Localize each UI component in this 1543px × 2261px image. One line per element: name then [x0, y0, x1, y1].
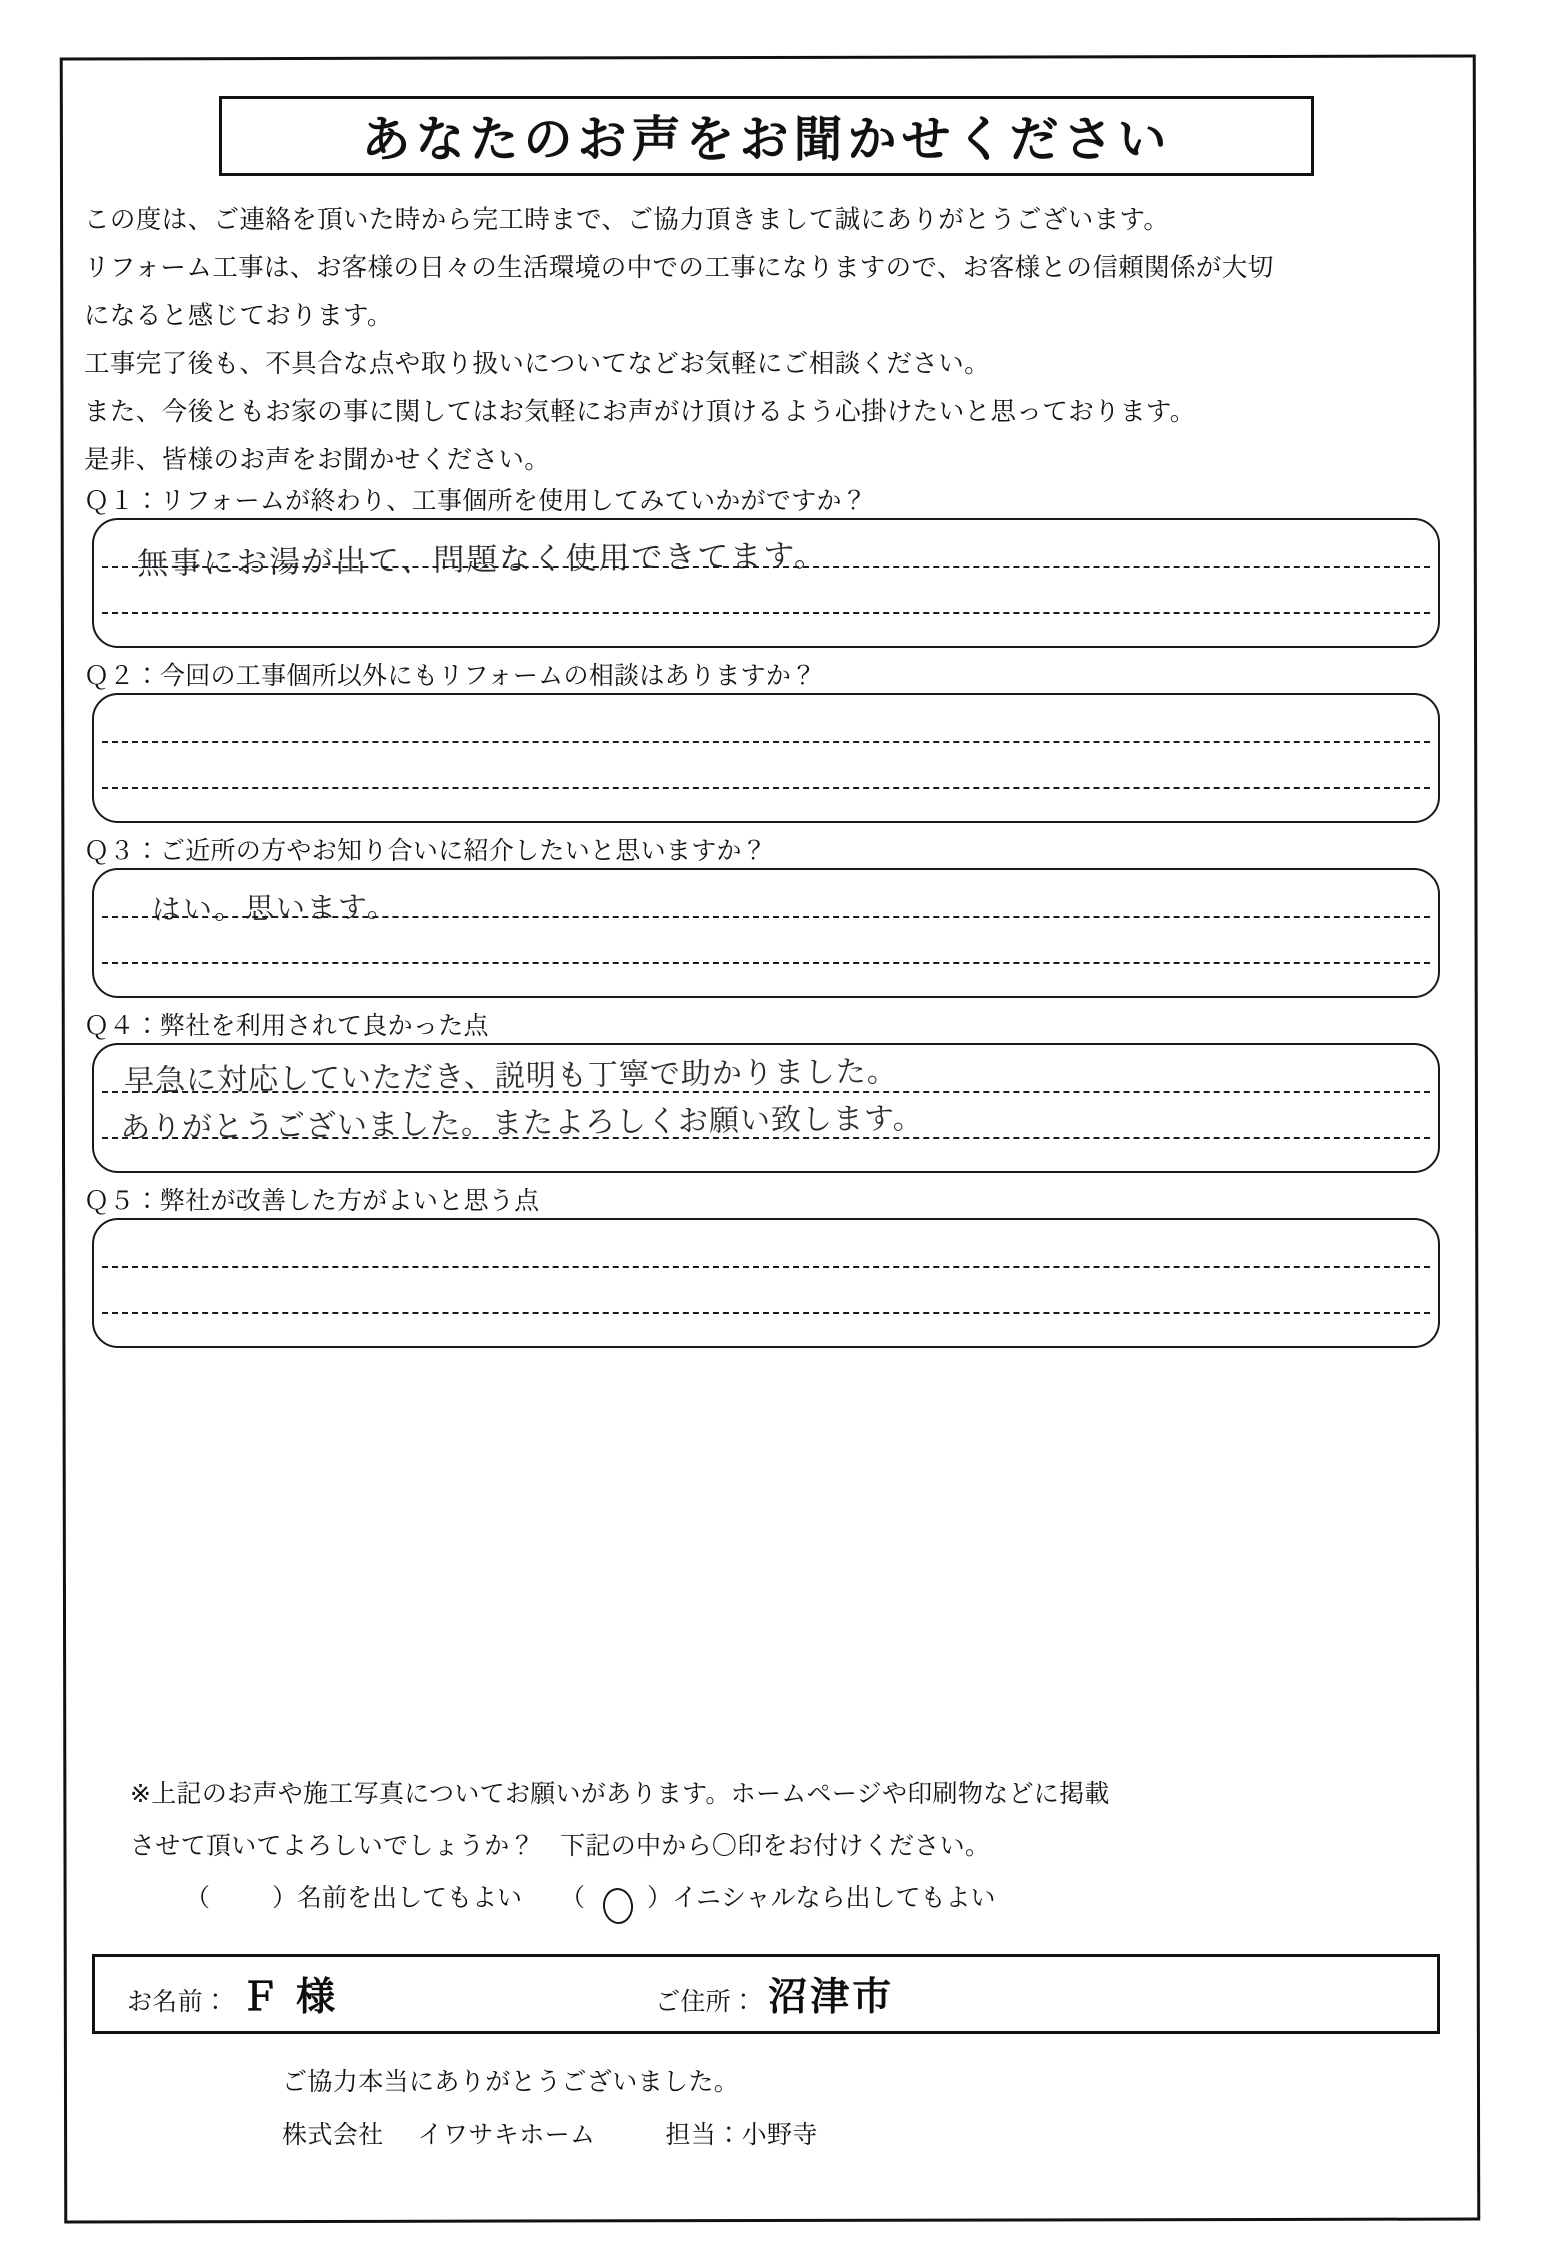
question-label-q2: Ｑ２：今回の工事個所以外にもリフォームの相談はありますか？	[84, 662, 817, 690]
footer-company-name: イワサキホーム	[417, 2121, 596, 2149]
close-paren: ）	[647, 1884, 673, 1912]
footer-thanks: ご協力本当にありがとうございました。	[282, 2068, 740, 2096]
intro-line-6: 是非、皆様のお声をお聞かせください。	[84, 446, 551, 474]
circle-mark-icon	[601, 1887, 635, 1926]
consent-option-name[interactable]	[185, 1878, 522, 1914]
answer-box-q2[interactable]	[92, 693, 1440, 823]
question-label-q4: Ｑ４：弊社を利用されて良かった点	[84, 1012, 489, 1040]
customer-address-label: ご住所：	[655, 1988, 757, 2016]
consent-option-initial[interactable]	[560, 1878, 996, 1914]
intro-line-3: になると感じております。	[84, 302, 393, 330]
open-paren: （	[560, 1884, 586, 1912]
footer-block	[282, 2056, 1432, 2162]
answer-box-q5[interactable]	[92, 1218, 1440, 1348]
intro-line-5: また、今後ともお家の事に関してはお気軽にお声がけ頂けるよう心掛けたいと思っております。	[84, 398, 1196, 426]
notice-line-2: させて頂いてよろしいでしょうか？ 下記の中から〇印をお付けください。	[130, 1832, 991, 1860]
question-label-q1: Ｑ１：リフォームが終わり、工事個所を使用してみていかがですか？	[84, 487, 868, 515]
answer-rule	[102, 741, 1430, 743]
handwritten-answer-q4-line-2: ありがとうございました。またよろしくお願い致します。	[119, 1101, 924, 1146]
intro-line-4: 工事完了後も、不具合な点や取り扱いについてなどお気軽にご相談ください。	[84, 350, 990, 378]
customer-name-value: Ｆ 様	[240, 1976, 339, 2019]
answer-rule	[102, 1312, 1430, 1314]
answer-rule	[102, 612, 1430, 614]
form-title-box	[219, 96, 1314, 176]
handwritten-answer-q1-line-1: 無事にお湯が出て、問題なく使用できてます。	[136, 537, 828, 583]
answer-rule	[102, 962, 1430, 964]
question-label-q5: Ｑ５：弊社が改善した方がよいと思う点	[84, 1187, 540, 1215]
customer-info-box	[92, 1954, 1440, 2034]
footer-company-line	[282, 2109, 1432, 2162]
intro-line-1: この度は、ご連絡を頂いた時から完工時まで、ご協力頂きまして誠にありがとうございます。	[84, 206, 1170, 234]
consent-option-name-label: 名前を出してもよい	[297, 1884, 523, 1912]
handwritten-answer-q3-line-1: はい。思います。	[151, 889, 398, 927]
customer-name-field[interactable]	[127, 1966, 338, 2022]
handwritten-answer-q4-line-1: 早急に対応していただき、説明も丁寧で助かりました。	[123, 1054, 899, 1099]
customer-address-value: 沼津市	[768, 1976, 895, 2019]
footer-staff-label: 担当：	[665, 2121, 742, 2149]
customer-address-field[interactable]	[655, 1966, 894, 2022]
consent-option-initial-label: イニシャルなら出してもよい	[672, 1884, 996, 1912]
close-paren: ）	[272, 1884, 298, 1912]
footer-company-prefix: 株式会社	[282, 2121, 384, 2149]
customer-name-label: お名前：	[127, 1988, 229, 2016]
intro-paragraph	[84, 196, 1464, 484]
answer-rule	[102, 1266, 1430, 1268]
open-paren: （	[185, 1884, 211, 1912]
publication-notice	[130, 1768, 1450, 1872]
footer-staff-name: 小野寺	[741, 2121, 818, 2149]
intro-line-2: リフォーム工事は、お客様の日々の生活環境の中での工事になりますので、お客様との信頼関係が大切	[84, 254, 1274, 282]
page-title: あなたのお声をお聞かせください	[361, 110, 1172, 168]
form-content	[62, 56, 1478, 2222]
question-label-q3: Ｑ３：ご近所の方やお知り合いに紹介したいと思いますか？	[84, 837, 768, 865]
notice-line-1: ※上記のお声や施工写真についてお願いがあります。ホームページや印刷物などに掲載	[130, 1780, 1110, 1808]
answer-rule	[102, 787, 1430, 789]
